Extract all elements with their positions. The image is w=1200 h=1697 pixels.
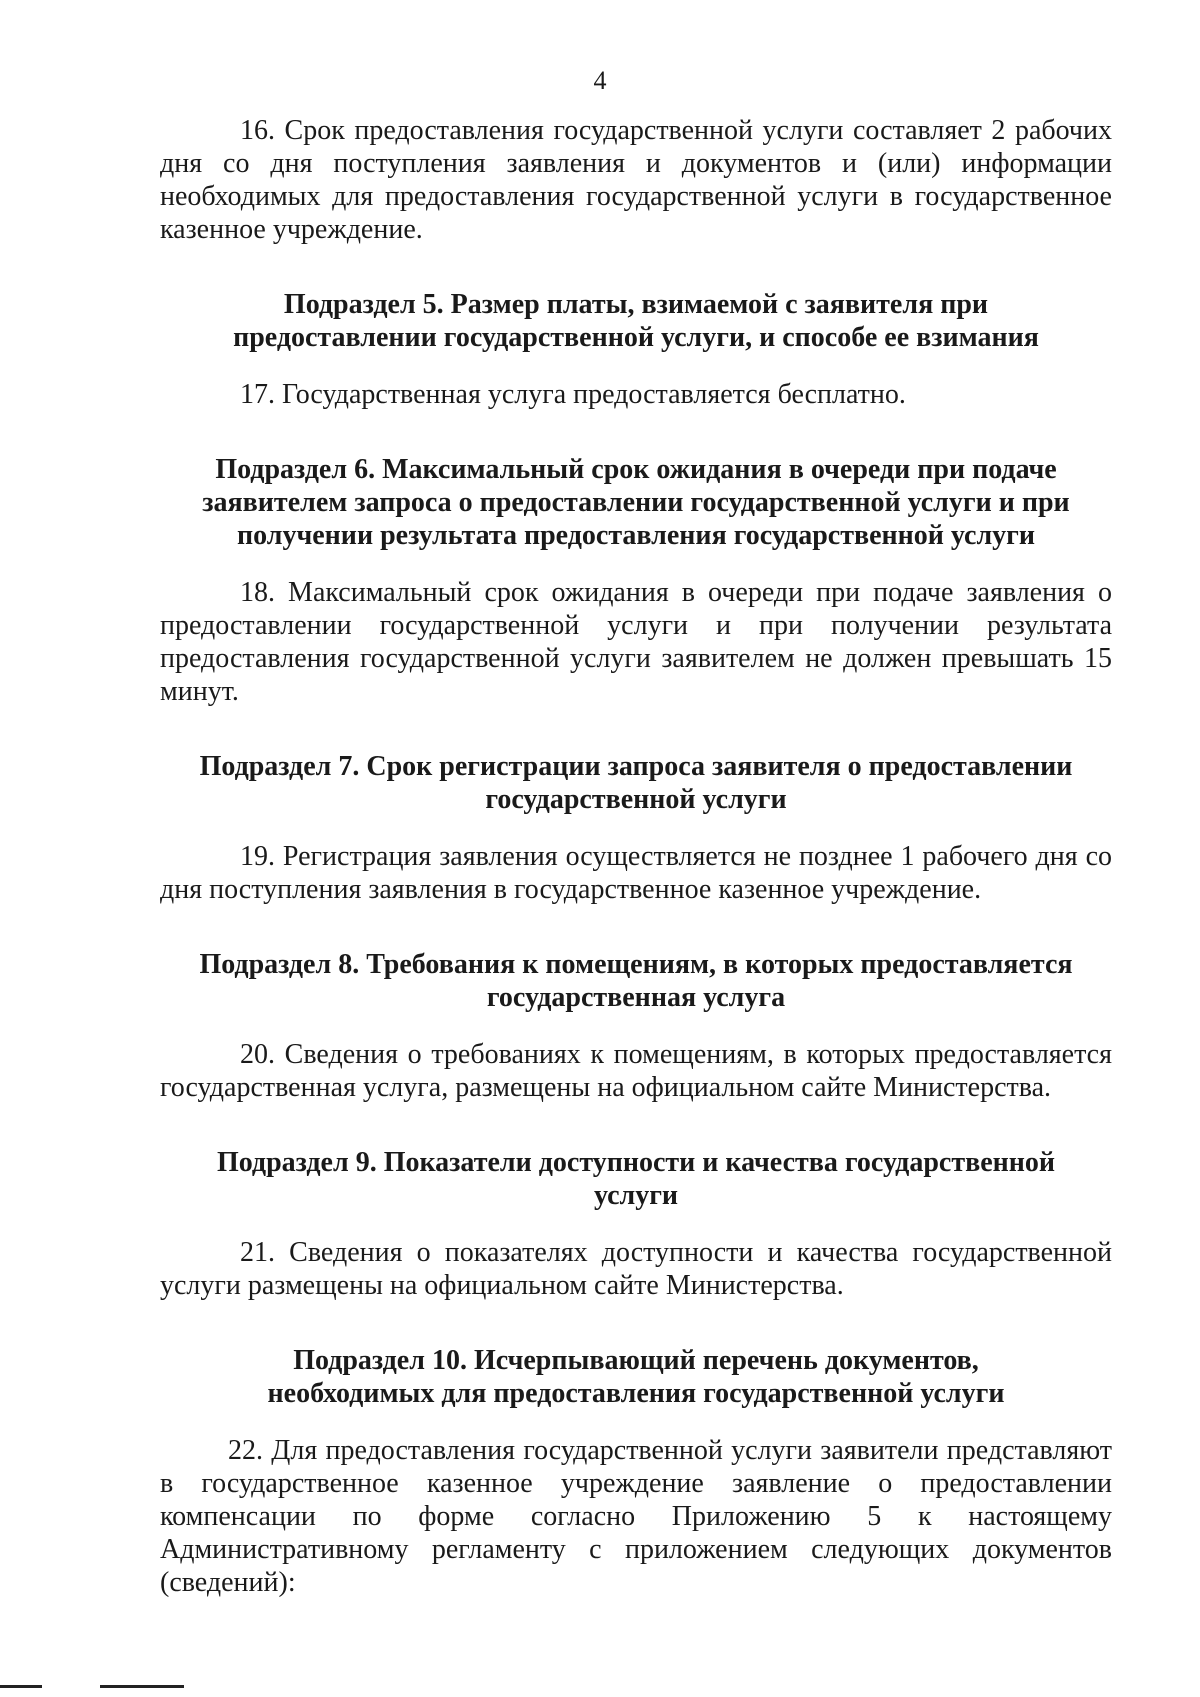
paragraph-16: 16. Срок предоставления государственной услуги составляет 2 рабочих дня со дня поступления заявления и документов и (или) информации необходимых для предоставления государственной услуги в государственное казенное учреждение. bbox=[160, 115, 1112, 245]
heading-line: Подраздел 5. Размер платы, взимаемой с заявителя при bbox=[283, 289, 989, 320]
heading-line: Подраздел 9. Показатели доступности и качества государственной bbox=[216, 1147, 1056, 1178]
heading-line: государственная услуга bbox=[486, 982, 786, 1013]
scan-edge-mark bbox=[100, 1685, 184, 1688]
paragraph-20: 20. Сведения о требованиях к помещениям, в которых предоставляется государственная услуга, размещены на официальном сайте Министерства. bbox=[160, 1039, 1112, 1103]
document-body bbox=[160, 114, 1112, 1599]
heading-line: необходимых для предоставления государственной услуги bbox=[267, 1378, 1005, 1409]
heading-subsection-6 bbox=[160, 453, 1112, 552]
heading-subsection-5 bbox=[160, 288, 1112, 354]
paragraph-22-wrapper bbox=[160, 1434, 1112, 1599]
heading-subsection-10 bbox=[160, 1344, 1112, 1410]
paragraph-17: 17. Государственная услуга предоставляется бесплатно. bbox=[240, 379, 906, 410]
paragraph-22: 22. Для предоставления государственной услуги заявители представляют в государственное казенное учреждение заявление о предоставлении компенсации по форме согласно Приложению 5 к настоящему Административному регламенту с приложением следующих документов (сведений): bbox=[160, 1435, 1112, 1598]
heading-subsection-7 bbox=[160, 750, 1112, 816]
heading-line: Подраздел 8. Требования к помещениям, в которых предоставляется bbox=[199, 949, 1073, 980]
heading-line: услуги bbox=[593, 1180, 679, 1211]
page-number: 4 bbox=[593, 66, 607, 95]
scan-edge-mark bbox=[0, 1685, 42, 1688]
heading-subsection-8 bbox=[160, 948, 1112, 1014]
paragraph-19: 19. Регистрация заявления осуществляется не позднее 1 рабочего дня со дня поступления заявления в государственное казенное учреждение. bbox=[160, 841, 1112, 905]
heading-line: заявителем запроса о предоставлении государственной услуги и при bbox=[202, 487, 1070, 518]
heading-subsection-9 bbox=[160, 1146, 1112, 1212]
heading-line: государственной услуги bbox=[485, 784, 787, 815]
heading-line: Подраздел 10. Исчерпывающий перечень документов, bbox=[293, 1345, 979, 1376]
heading-line: получении результата предоставления государственной услуги bbox=[236, 520, 1036, 551]
heading-line: Подраздел 7. Срок регистрации запроса заявителя о предоставлении bbox=[199, 751, 1073, 782]
heading-line: предоставлении государственной услуги, и способе ее взимания bbox=[233, 322, 1039, 353]
paragraph-18: 18. Максимальный срок ожидания в очереди при подаче заявления о предоставлении государственной услуги и при получении результата предоставления государственной услуги заявителем не должен превышать 15 минут. bbox=[160, 577, 1112, 707]
paragraph-21: 21. Сведения о показателях доступности и качества государственной услуги размещены на официальном сайте Министерства. bbox=[160, 1237, 1112, 1301]
heading-line: Подраздел 6. Максимальный срок ожидания в очереди при подаче bbox=[215, 454, 1057, 485]
